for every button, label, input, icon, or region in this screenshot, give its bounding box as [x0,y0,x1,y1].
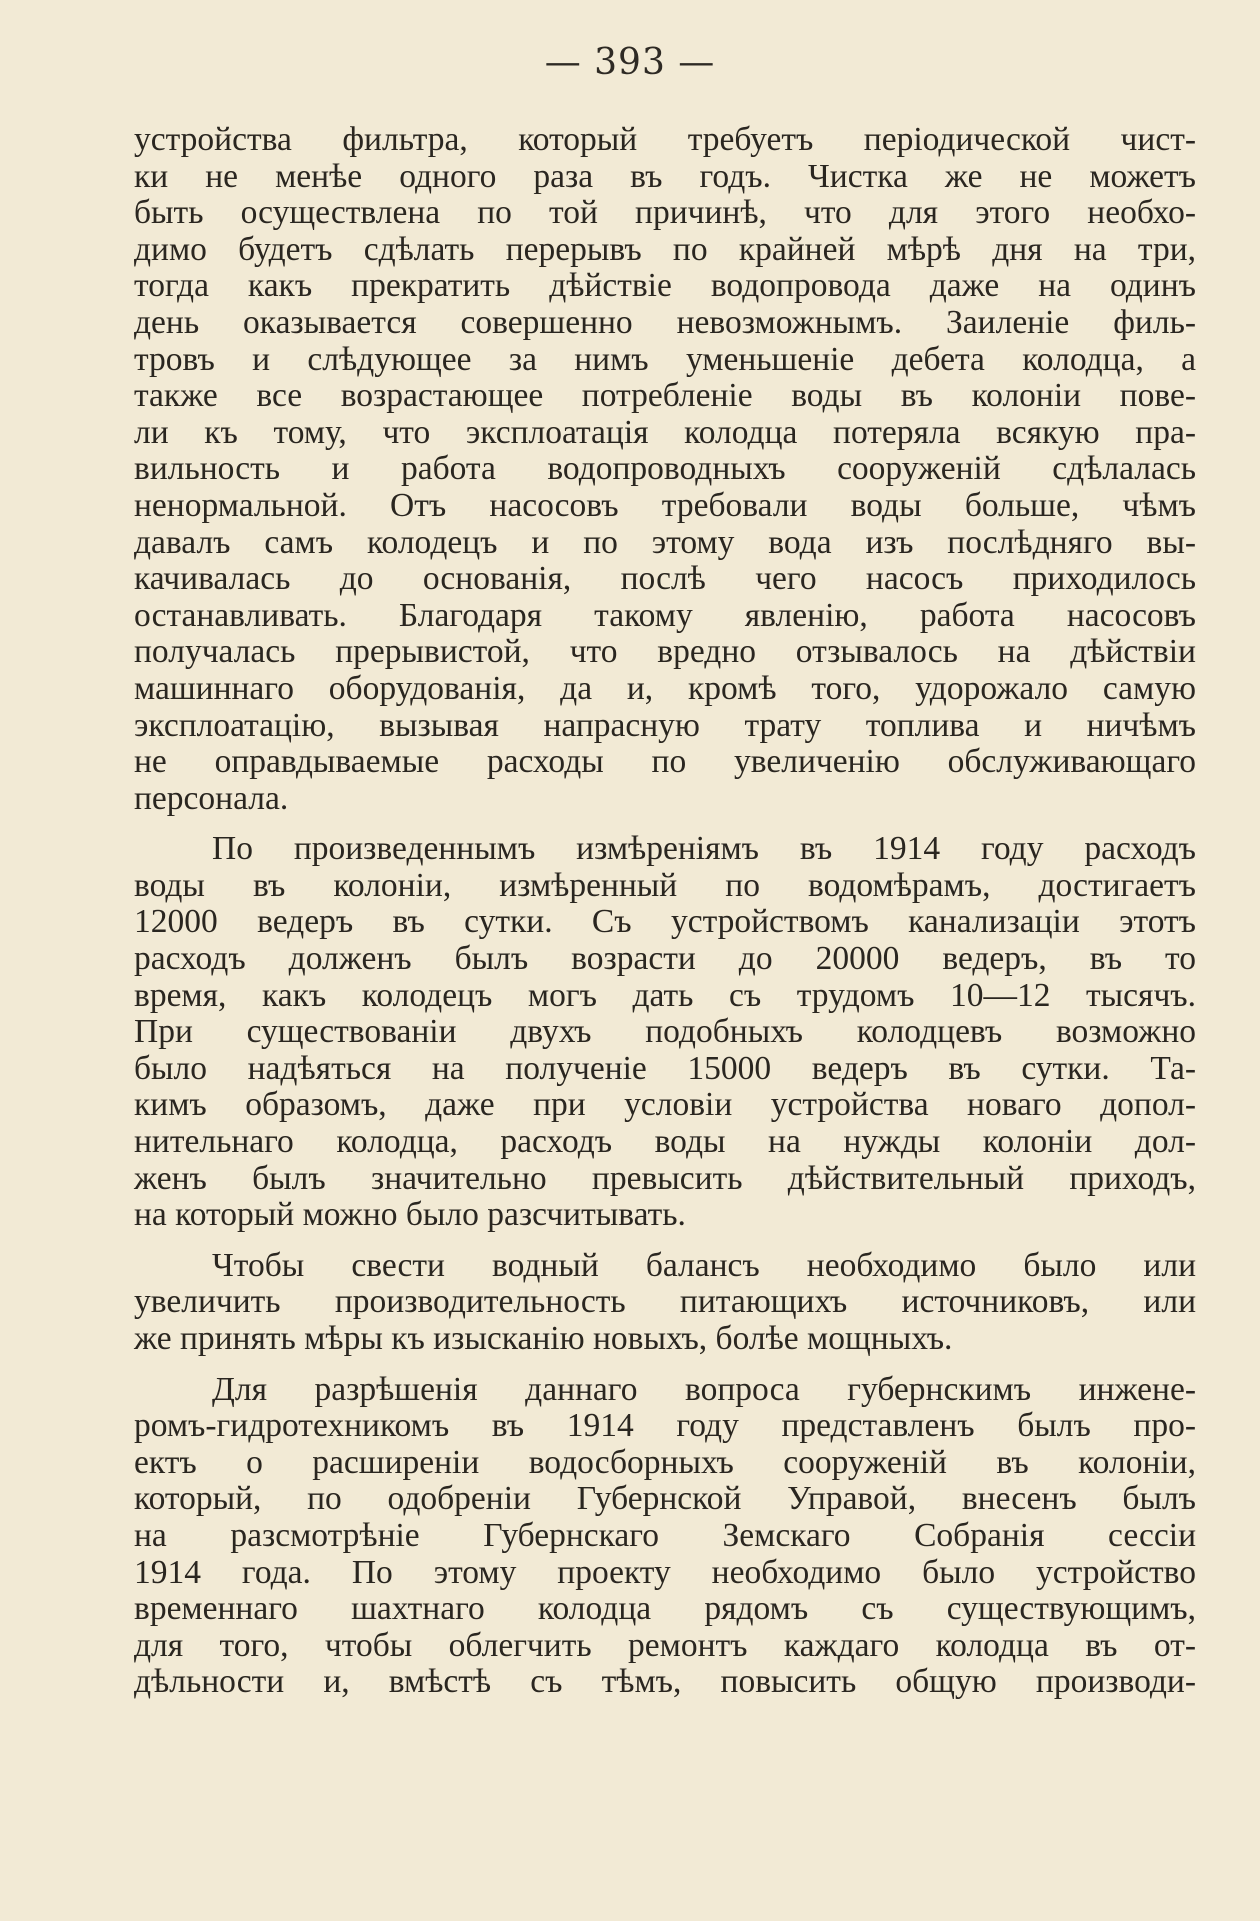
text-line: ектъ о расширеніи водосборныхъ сооруженій въ колоніи, [134,1443,1196,1481]
text-line: машиннаго оборудованія, да и, кромѣ того, удорожало самую [134,669,1196,707]
text-line: день оказывается совершенно невозможнымъ. Заиленіе филь- [134,303,1196,341]
text-line: дѣльности и, вмѣстѣ съ тѣмъ, повысить общую производи- [134,1663,1196,1701]
text-line: устройства фильтра, который требуетъ періодической чист- [134,121,1196,158]
text-line: увеличить производительность питающихъ источниковъ, или [134,1283,1196,1321]
text-line: ромъ-гидротехникомъ въ 1914 году представленъ былъ про- [134,1407,1196,1445]
text-line: ли къ тому, что эксплоатація колодца потеряла всякую пра- [134,413,1196,451]
text-line: на который можно было разсчитывать. [134,1196,686,1234]
paragraph [134,1248,1196,1358]
text-line: же принять мѣры къ изысканію новыхъ, болѣе мощныхъ. [134,1320,953,1357]
text-line: воды въ колоніи, измѣренный по водомѣрамъ, достигаетъ [134,866,1196,904]
text-line: время, какъ колодецъ могъ дать съ трудомъ 10—12 тысячъ. [134,976,1196,1014]
paragraph-gap [134,817,1196,831]
text-line: женъ былъ значительно превысить дѣйствительный приходъ, [134,1159,1196,1197]
text-line: давалъ самъ колодецъ и по этому вода изъ послѣдняго вы- [134,523,1196,561]
text-line: быть осуществлена по той причинѣ, что для этого необхо- [134,194,1196,232]
paragraph [134,1372,1196,1701]
text-line: При существованіи двухъ подобныхъ колодцевъ возможно [134,1013,1196,1051]
text-line: не оправдываемые расходы по увеличенію обслуживающаго [134,743,1196,781]
text-line: расходъ долженъ былъ возрасти до 20000 ведеръ, въ то [134,940,1196,978]
text-line: персонала. [134,779,289,817]
text-line: 12000 ведеръ въ сутки. Съ устройствомъ канализаціи этотъ [134,903,1196,941]
paragraph [134,122,1196,817]
text-line: димо будетъ сдѣлать перерывъ по крайней мѣрѣ дня на три, [134,230,1196,268]
paragraph-gap [134,1358,1196,1372]
text-line: 1914 года. По этому проекту необходимо было устройство [134,1553,1196,1591]
text-line: временнаго шахтнаго колодца рядомъ съ существующимъ, [134,1590,1196,1628]
text-line: нительнаго колодца, расходъ воды на нужды колоніи дол- [134,1123,1196,1161]
text-line: кимъ образомъ, даже при условіи устройства новаго допол- [134,1086,1196,1124]
text-line: также все возрастающее потребленіе воды въ колоніи пове- [134,377,1196,415]
text-line: для того, чтобы облегчить ремонтъ каждаго колодца въ от- [134,1626,1196,1664]
text-line: ки не менѣе одного раза въ годъ. Чистка же не можетъ [134,157,1196,195]
paragraph-gap [134,1234,1196,1248]
text-line: ненормальной. Отъ насосовъ требовали воды больше, чѣмъ [134,486,1196,524]
body-text [134,122,1196,1701]
text-line: тогда какъ прекратить дѣйствіе водопровода даже на одинъ [134,267,1196,305]
text-line: вильность и работа водопроводныхъ сооруженій сдѣлалась [134,450,1196,488]
text-line: который, по одобреніи Губернской Управой, внесенъ былъ [134,1480,1196,1518]
text-line: тровъ и слѣдующее за нимъ уменьшеніе дебета колодца, а [134,340,1196,378]
text-line: Чтобы свести водный балансъ необходимо было или [212,1246,1196,1284]
text-line: на разсмотрѣніе Губернскаго Земскаго Собранія сессіи [134,1516,1196,1554]
text-line: получалась прерывистой, что вредно отзывалось на дѣйствіи [134,633,1196,671]
text-line: Для разрѣшенія даннаго вопроса губернскимъ инжене- [212,1370,1196,1408]
text-line: эксплоатацію, вызывая напрасную трату топлива и ничѣмъ [134,706,1196,744]
text-line: было надѣяться на полученіе 15000 ведеръ въ сутки. Та- [134,1049,1196,1087]
text-line: останавливать. Благодаря такому явленію, работа насосовъ [134,596,1196,634]
text-line: качивалась до основанія, послѣ чего насосъ приходилось [134,560,1196,598]
page-number: — 393 — [544,42,716,83]
paragraph [134,831,1196,1234]
text-line: По произведеннымъ измѣреніямъ въ 1914 году расходъ [212,830,1196,868]
